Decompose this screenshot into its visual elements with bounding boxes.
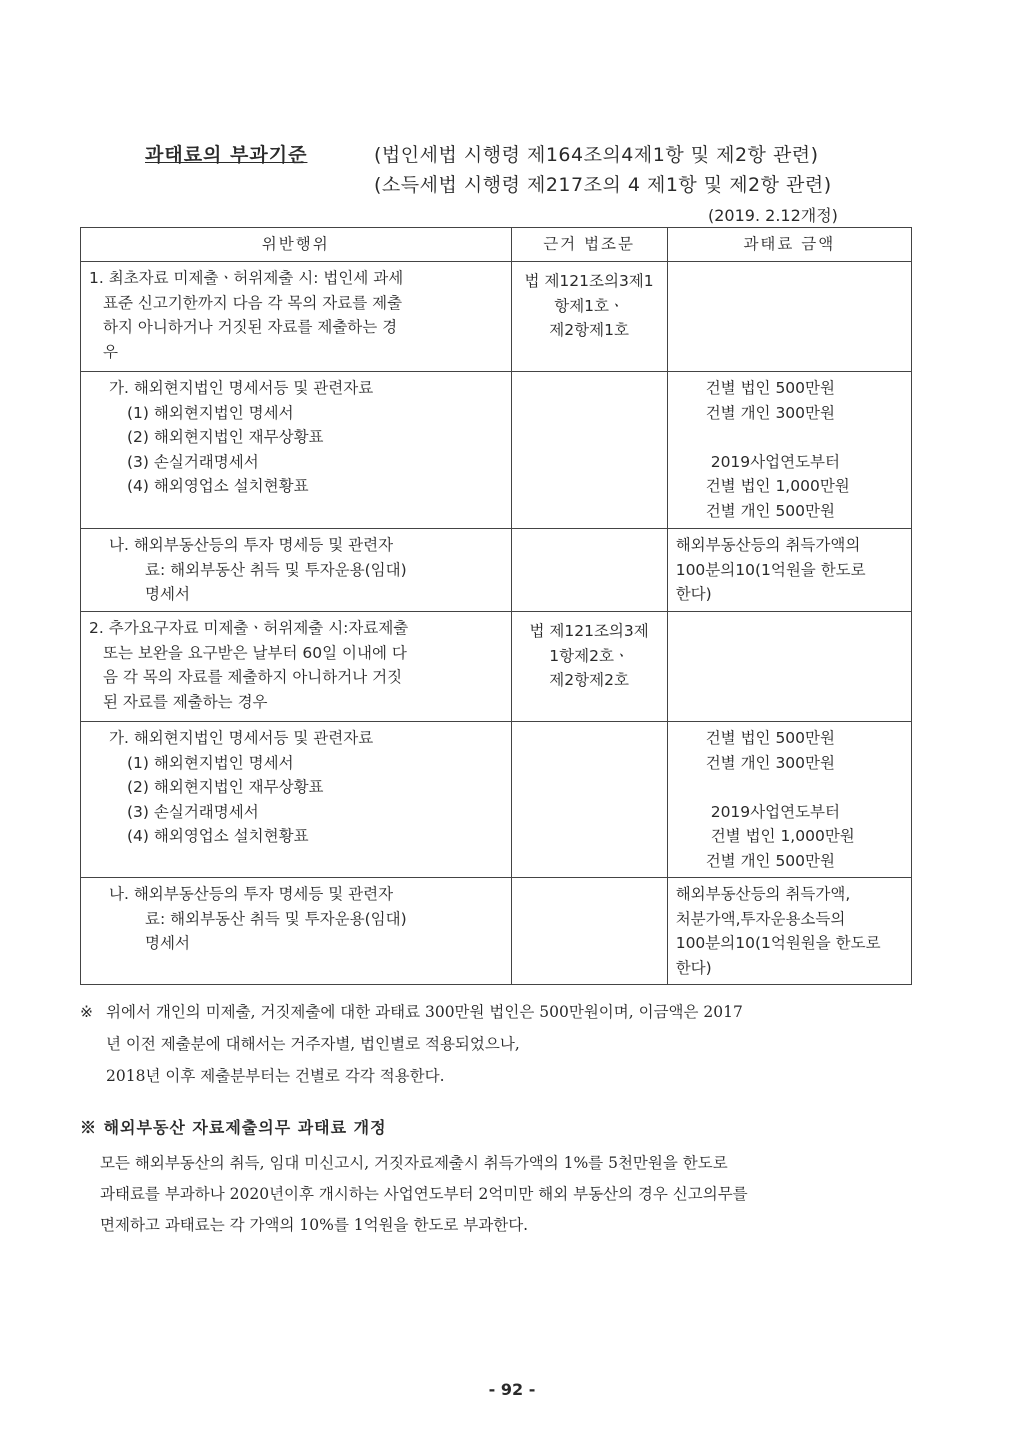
note-line: 모든 해외부동산의 취득, 임대 미신고시, 거짓자료제출시 취득가액의 1%를 5천만원을 한도로 — [100, 1154, 728, 1172]
table-header-row — [81, 228, 912, 262]
table-row — [81, 878, 912, 985]
amount-line: 100분의10(1억원을 한도로 — [675, 560, 866, 579]
amount-line: 건별 법인 500만원 — [705, 729, 835, 747]
note-line — [80, 996, 920, 1028]
header-amount: 과태료 금액 — [667, 228, 911, 262]
amount-line: 한다) — [675, 958, 712, 977]
amount-line: 건별 법인 1,000만원 — [705, 477, 850, 495]
violation-item: (3) 손실거래명세서 — [127, 452, 259, 471]
violation-line: 우 — [103, 342, 118, 361]
basis-line: 제2항제2호 — [549, 671, 629, 689]
amount-cell — [667, 262, 911, 372]
violation-cell — [81, 722, 512, 878]
note-line: 년 이전 제출분에 대해서는 거주자별, 법인별로 적용되었으나, — [106, 1035, 520, 1053]
basis-line: 항제1호ㆍ — [554, 296, 624, 315]
violation-item: 명세서 — [145, 585, 190, 603]
amount-line: 한다) — [675, 585, 712, 603]
basis-cell — [511, 722, 667, 878]
violation-item: (2) 해외현지법인 재무상황표 — [127, 778, 324, 796]
title-line-1 — [140, 140, 940, 170]
basis-cell — [511, 878, 667, 985]
violation-cell — [81, 262, 512, 372]
violation-line: 2. 추가요구자료 미제출ㆍ허위제출 시:자료제출 — [89, 619, 409, 637]
amount-line: 2019사업연도부터 — [710, 452, 840, 471]
revision-date: (2019. 2.12개정) — [708, 206, 838, 225]
amount-cell — [667, 372, 911, 529]
amount-line: 건별 개인 500만원 — [705, 501, 835, 520]
note-line: 과태료를 부과하나 2020년이후 개시하는 사업연도부터 2억미만 해외 부동산의 경우 신고의무를 — [100, 1185, 748, 1203]
page-title: 과태료의 부과기준 — [145, 144, 308, 166]
amount-cell — [667, 722, 911, 878]
amount-spacer — [706, 425, 903, 450]
violation-subhead: 가. 해외현지법인 명세서등 및 관련자료 — [109, 729, 374, 747]
amount-spacer — [706, 775, 903, 800]
note-line: 면제하고 과태료는 각 가액의 10%를 1억원을 한도로 부과한다. — [100, 1216, 529, 1234]
title-line-2 — [140, 170, 940, 200]
violation-item: (3) 손실거래명세서 — [127, 802, 259, 821]
note-penalty-change — [80, 996, 920, 1092]
amount-cell — [667, 529, 911, 612]
header-basis: 근거 법조문 — [511, 228, 667, 262]
basis-cell — [511, 529, 667, 612]
amount-line: 건별 개인 300만원 — [705, 403, 835, 422]
title-law-income: (소득세법 시행령 제217조의 4 제1항 및 제2항 관련) — [374, 174, 832, 196]
violation-item: (1) 해외현지법인 명세서 — [127, 403, 294, 422]
violation-line: 1. 최초자료 미제출ㆍ허위제출 시: 법인세 과세 — [89, 269, 404, 287]
violation-subhead: 나. 해외부동산등의 투자 명세등 및 관련자 — [109, 536, 394, 554]
violation-line: 하지 아니하거나 거짓된 자료를 제출하는 경 — [103, 318, 398, 336]
basis-line: 법 제121조의3제 — [529, 622, 649, 640]
amount-line: 해외부동산등의 취득가액, — [675, 885, 851, 903]
violation-line: 된 자료를 제출하는 경우 — [103, 692, 268, 711]
page-number: - 92 - — [488, 1380, 536, 1399]
reference-mark-icon: ※ — [80, 1003, 93, 1021]
title-block — [140, 140, 940, 200]
amount-line: 2019사업연도부터 — [710, 802, 840, 821]
note-heading: ※ 해외부동산 자료제출의무 과태료 개정 — [80, 1118, 387, 1137]
table-row — [81, 372, 912, 529]
violation-item: (1) 해외현지법인 명세서 — [127, 753, 294, 772]
basis-cell — [511, 372, 667, 529]
amount-line: 처분가액,투자운용소득의 — [675, 909, 846, 928]
violation-line: 표준 신고기한까지 다음 각 목의 자료를 제출 — [103, 293, 403, 312]
note-text: 위에서 개인의 미제출, 거짓제출에 대한 과태료 300만원 법인은 500만원이며, 이금액은 2017 — [106, 1003, 743, 1021]
amount-line: 건별 개인 500만원 — [705, 851, 835, 870]
violation-cell — [81, 878, 512, 985]
amount-line: 건별 법인 1,000만원 — [710, 827, 855, 845]
amount-cell — [667, 878, 911, 985]
violation-item: (4) 해외영업소 설치현황표 — [127, 477, 309, 495]
table-row — [81, 612, 912, 722]
basis-line: 법 제121조의3제1 — [524, 272, 654, 290]
violation-item: (4) 해외영업소 설치현황표 — [127, 827, 309, 845]
table-row — [81, 529, 912, 612]
violation-item: 료: 해외부동산 취득 및 투자운용(임대) — [145, 909, 407, 928]
amount-cell — [667, 612, 911, 722]
basis-line: 제2항제1호 — [549, 321, 629, 339]
amount-line: 해외부동산등의 취득가액의 — [675, 536, 861, 554]
basis-cell — [511, 612, 667, 722]
basis-line: 1항제2호ㆍ — [549, 646, 629, 665]
violation-cell — [81, 612, 512, 722]
amount-line: 100분의10(1억원원을 한도로 — [675, 934, 881, 952]
amount-line: 건별 개인 300만원 — [705, 753, 835, 772]
violation-item: 료: 해외부동산 취득 및 투자운용(임대) — [145, 560, 407, 579]
header-violation: 위반행위 — [81, 228, 512, 262]
violation-cell — [81, 372, 512, 529]
violation-subhead: 나. 해외부동산등의 투자 명세등 및 관련자 — [109, 885, 394, 903]
title-law-corporate: (법인세법 시행령 제164조의4제1항 및 제2항 관련) — [374, 144, 819, 166]
table-row — [81, 262, 912, 372]
violation-line: 또는 보완을 요구받은 날부터 60일 이내에 다 — [103, 643, 407, 662]
note-real-estate — [100, 1148, 950, 1241]
penalty-table — [80, 227, 912, 985]
violation-cell — [81, 529, 512, 612]
note-line: 2018년 이후 제출분부터는 건별로 각각 적용한다. — [106, 1067, 445, 1085]
violation-item: (2) 해외현지법인 재무상황표 — [127, 428, 324, 446]
table-row — [81, 722, 912, 878]
violation-line: 음 각 목의 자료를 제출하지 아니하거나 거짓 — [103, 668, 403, 686]
amount-line: 건별 법인 500만원 — [705, 379, 835, 397]
violation-subhead: 가. 해외현지법인 명세서등 및 관련자료 — [109, 379, 374, 397]
violation-item: 명세서 — [145, 934, 190, 952]
basis-cell — [511, 262, 667, 372]
